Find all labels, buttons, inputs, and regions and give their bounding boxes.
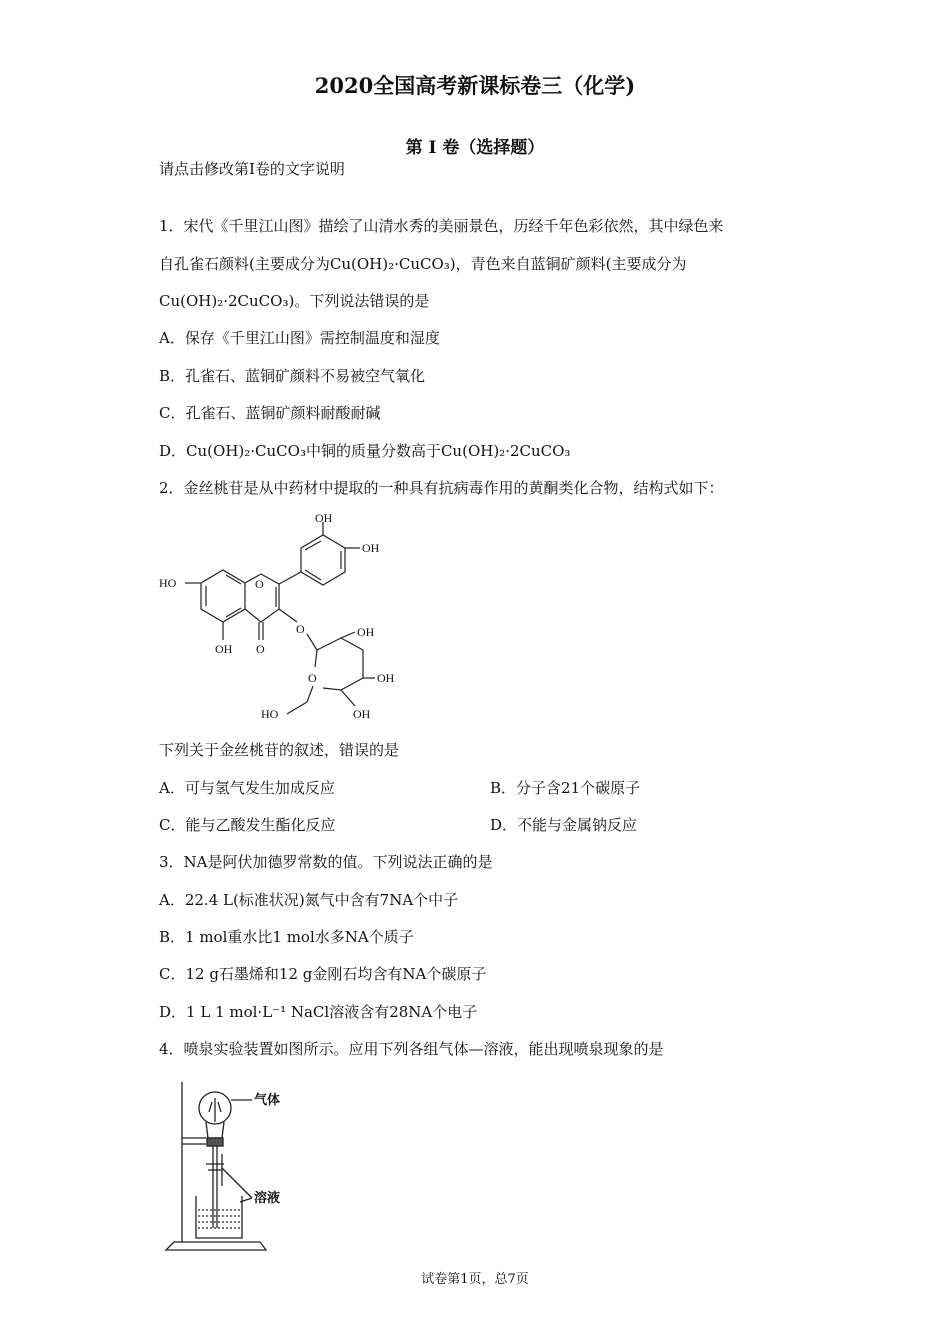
label-oh-bottom: OH bbox=[215, 642, 233, 656]
label-sugar-oh1: OH bbox=[357, 625, 375, 639]
label-oh-top: OH bbox=[315, 511, 333, 525]
label-ho-ch2: HO bbox=[261, 707, 279, 721]
q3-option-d: D．1 L 1 mol·L⁻¹ NaCl溶液含有28NA个电子 bbox=[159, 1003, 478, 1021]
q2-option-b: B．分子含21个碳原子 bbox=[490, 779, 641, 797]
ring-a bbox=[201, 570, 245, 622]
q1-option-a: A．保存《千里江山图》需控制温度和湿度 bbox=[159, 329, 440, 347]
label-gas: 气体 bbox=[254, 1092, 281, 1107]
hyperoside-structure-diagram bbox=[155, 510, 415, 725]
fountain-apparatus-diagram bbox=[160, 1078, 300, 1256]
label-ho-left: HO bbox=[159, 576, 177, 590]
q2-option-a: A．可与氢气发生加成反应 bbox=[159, 779, 335, 797]
beaker bbox=[196, 1196, 242, 1238]
q2-option-d: D．不能与金属钠反应 bbox=[490, 816, 638, 834]
label-sugar-o: O bbox=[308, 671, 317, 685]
q4-stem: 4．喷泉实验装置如图所示。应用下列各组气体—溶液，能出现喷泉现象的是 bbox=[159, 1040, 664, 1058]
q1-stem-line3: Cu(OH)₂·2CuCO₃)。下列说法错误的是 bbox=[159, 292, 430, 310]
label-solution: 溶液 bbox=[254, 1190, 281, 1205]
section-note[interactable]: 请点击修改第I卷的文字说明 bbox=[159, 160, 345, 178]
ring-b bbox=[301, 535, 345, 585]
q3-stem: 3．NA是阿伏加德罗常数的值。下列说法正确的是 bbox=[159, 853, 493, 871]
section-heading: 第 I 卷（选择题） bbox=[405, 138, 545, 158]
label-oh-right: OH bbox=[362, 541, 380, 555]
q1-option-b: B．孔雀石、蓝铜矿颜料不易被空气氧化 bbox=[159, 367, 426, 385]
q2-stem: 2．金丝桃苷是从中药材中提取的一种具有抗病毒作用的黄酮类化合物，结构式如下： bbox=[159, 479, 724, 497]
label-sugar-oh3: OH bbox=[353, 707, 371, 721]
label-sugar-oh2: OH bbox=[377, 671, 395, 685]
stand-base bbox=[166, 1242, 266, 1250]
q2-sub-stem: 下列关于金丝桃苷的叙述，错误的是 bbox=[159, 741, 400, 759]
page-footer: 试卷第1页，总7页 bbox=[421, 1272, 529, 1287]
q3-option-c: C．12 g石墨烯和12 g金刚石均含有NA个碳原子 bbox=[159, 965, 487, 983]
q1-option-c: C．孔雀石、蓝铜矿颜料耐酸耐碱 bbox=[159, 404, 381, 422]
q2-option-c: C．能与乙酸发生酯化反应 bbox=[159, 816, 336, 834]
label-o-ring: O bbox=[255, 577, 264, 591]
q1-stem-line2: 自孔雀石颜料(主要成分为Cu(OH)₂·CuCO₃)，青色来自蓝铜矿颜料(主要成分为 bbox=[159, 255, 687, 273]
sugar-ring bbox=[317, 638, 363, 690]
q1-option-d: D．Cu(OH)₂·CuCO₃中铜的质量分数高于Cu(OH)₂·2CuCO₃ bbox=[159, 442, 571, 460]
label-glycosidic-o: O bbox=[296, 622, 305, 636]
q3-option-a: A．22.4 L(标准状况)氮气中含有7NA个中子 bbox=[159, 891, 459, 909]
page-title: 2020全国高考新课标卷三（化学) bbox=[314, 73, 636, 98]
q3-option-b: B．1 mol重水比1 mol水多NA个质子 bbox=[159, 928, 414, 946]
label-carbonyl-o: O bbox=[256, 642, 265, 656]
q1-stem-line1: 1．宋代《千里江山图》描绘了山清水秀的美丽景色，历经千年色彩依然，其中绿色来 bbox=[159, 217, 724, 235]
